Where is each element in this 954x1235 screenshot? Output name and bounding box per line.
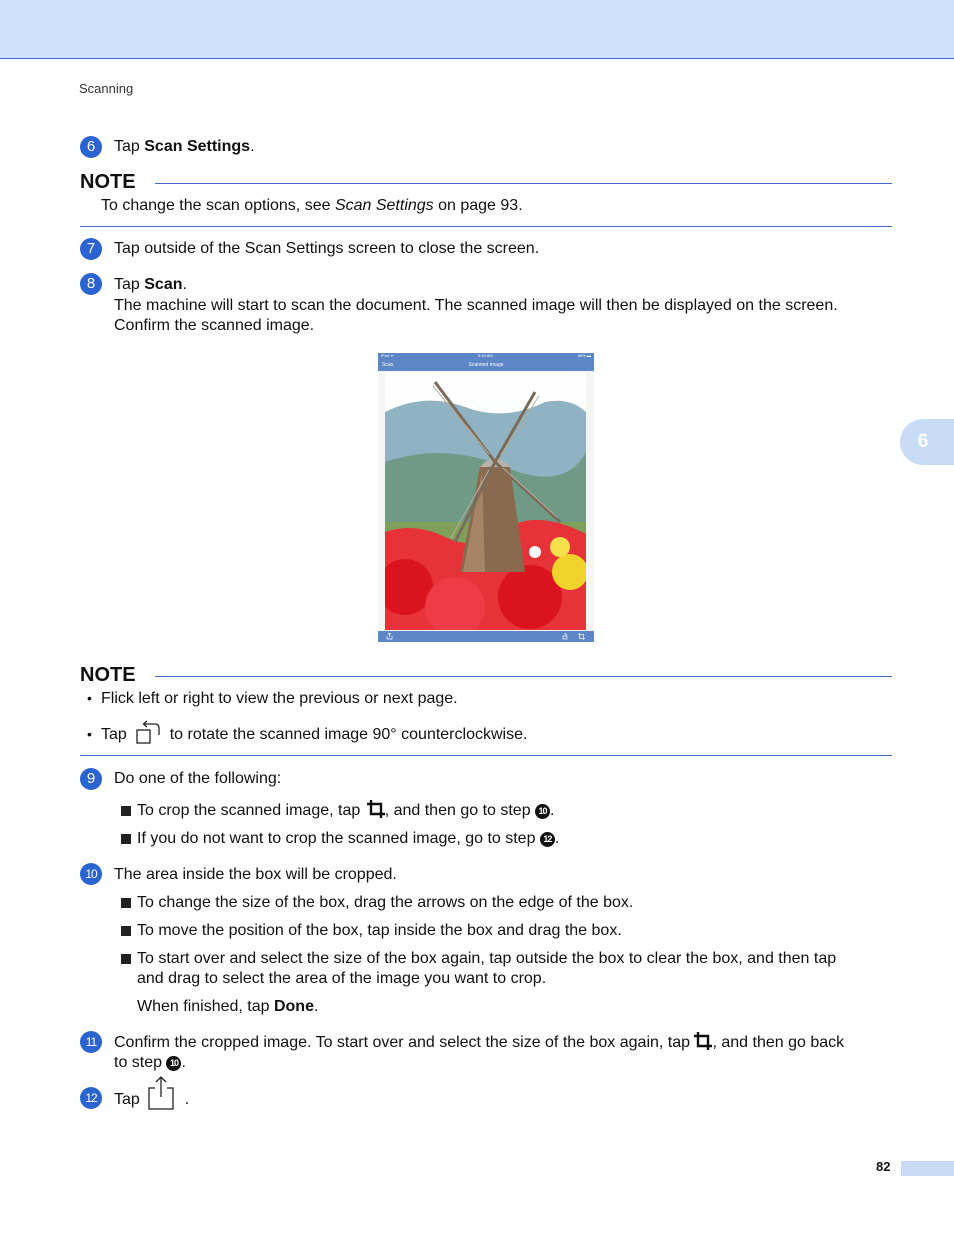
step-8-suffix: .	[182, 276, 187, 293]
bottom-toolbar	[378, 631, 594, 642]
step-11-line1-post: , and then go back	[712, 1034, 845, 1051]
step-11-line2-end: .	[181, 1054, 186, 1071]
step-10-finish	[137, 997, 318, 1017]
step-8-bold: Scan	[144, 276, 183, 293]
share-icon[interactable]	[386, 633, 393, 640]
step-9-marker: 9	[80, 768, 102, 790]
step-11-marker: 11	[80, 1031, 102, 1053]
step-12-prefix: Tap	[114, 1091, 145, 1109]
status-left: iPad ᯤ	[381, 353, 394, 358]
windmill-photo	[385, 372, 586, 630]
step-10-finish-pre: When finished, tap	[137, 998, 274, 1015]
step-9-bullet-1	[121, 806, 131, 816]
step-ref-10: 10	[535, 804, 550, 819]
note-2-bullet-1-dot: •	[87, 690, 92, 706]
header-band	[0, 0, 954, 59]
nav-bar	[378, 359, 594, 371]
step-6-suffix: .	[250, 138, 255, 155]
step-10-option-1: To change the size of the box, drag the arrows on the edge of the box.	[137, 894, 634, 911]
step-6-text	[114, 137, 255, 157]
note-2-bullet-2-dot: •	[87, 726, 92, 742]
note-1-link: Scan Settings	[334, 197, 434, 214]
step-9-option-1-post: , and then go to step	[384, 802, 536, 819]
crop-icon	[367, 800, 385, 818]
note-2-bullet-2-post: to rotate the scanned image 90° counterclockwise.	[169, 726, 528, 744]
note-2-bullet-2-pre: Tap	[101, 726, 132, 744]
step-9-option-2	[137, 829, 559, 849]
step-8-marker: 8	[80, 273, 102, 295]
status-battery: 96% ▬	[577, 353, 591, 358]
step-10-bullet-2	[121, 926, 131, 936]
step-10-option-3-line2: and drag to select the area of the image you want to crop.	[137, 970, 547, 987]
step-11-line2-pre: to step	[114, 1054, 167, 1071]
note-2-title: NOTE	[80, 664, 136, 686]
step-11-line1-pre: Confirm the cropped image. To start over and select the size of the box again, tap	[114, 1034, 695, 1051]
scanned-image-screenshot	[378, 353, 594, 642]
step-6-prefix: Tap	[114, 138, 145, 155]
step-10-bullet-3	[121, 954, 131, 964]
chapter-tab	[900, 419, 954, 465]
rotate-icon	[135, 719, 161, 745]
step-10-option-2: To move the position of the box, tap inside the box and drag the box.	[137, 922, 622, 939]
chapter-number: 6	[917, 431, 929, 452]
note-1-title: NOTE	[80, 171, 136, 193]
step-ref-12: 12	[540, 832, 555, 847]
step-11-line2	[114, 1053, 186, 1073]
step-12-suffix: .	[184, 1091, 190, 1109]
step-9-option-1	[137, 801, 555, 821]
share-icon	[146, 1075, 176, 1111]
note-1-bottom-rule	[80, 226, 892, 227]
step-12-text	[114, 1089, 189, 1111]
step-7-marker: 7	[80, 238, 102, 260]
step-6-marker: 6	[80, 136, 102, 158]
step-11-line1	[114, 1033, 844, 1053]
step-8-line2: The machine will start to scan the document. The scanned image will then be displayed on the screen.	[114, 297, 838, 314]
note-1-pre: To change the scan options, see	[101, 197, 335, 214]
step-ref-10: 10	[166, 1056, 181, 1071]
step-9-text: Do one of the following:	[114, 770, 282, 787]
note-1-text	[101, 196, 523, 216]
step-6-bold: Scan Settings	[144, 138, 251, 155]
note-2-bullet-1: Flick left or right to view the previous or next page.	[101, 690, 458, 707]
step-9-option-1-end: .	[550, 802, 555, 819]
step-9-option-2-end: .	[554, 830, 560, 847]
note-1-post: on page 93.	[433, 197, 523, 214]
step-8-prefix: Tap	[114, 276, 145, 293]
note-2-bullet-2	[101, 725, 527, 745]
step-10-finish-bold: Done	[273, 998, 314, 1015]
crop-icon	[694, 1032, 712, 1050]
crop-icon[interactable]	[578, 633, 585, 640]
step-12-marker: 12	[80, 1087, 102, 1109]
note-1-rule	[155, 183, 892, 184]
step-10-option-3-line1: To start over and select the size of the box again, tap outside the box to clear the box, and then tap	[137, 950, 837, 967]
step-10-text: The area inside the box will be cropped.	[114, 866, 397, 883]
step-10-bullet-1	[121, 898, 131, 908]
step-9-option-1-pre: To crop the scanned image, tap	[137, 802, 365, 819]
page-number-bar	[901, 1161, 954, 1176]
step-9-bullet-2	[121, 834, 131, 844]
note-2-bottom-rule	[80, 755, 892, 756]
rotate-icon[interactable]	[562, 633, 569, 640]
step-9-option-2-pre: If you do not want to crop the scanned image, go to step	[137, 830, 540, 847]
nav-title: Scanned Image	[468, 362, 504, 368]
nav-back-button[interactable]: Scan	[382, 362, 394, 368]
page-number: 82	[876, 1159, 891, 1174]
step-10-finish-post: .	[313, 998, 319, 1015]
note-2-rule	[155, 676, 892, 677]
step-7-text: Tap outside of the Scan Settings screen to close the screen.	[114, 240, 540, 257]
section-label: Scanning	[79, 81, 134, 96]
step-8-line3: Confirm the scanned image.	[114, 317, 315, 334]
step-8-text	[114, 275, 187, 295]
step-10-marker: 10	[80, 863, 102, 885]
status-time: 9:15 AM	[478, 353, 493, 358]
